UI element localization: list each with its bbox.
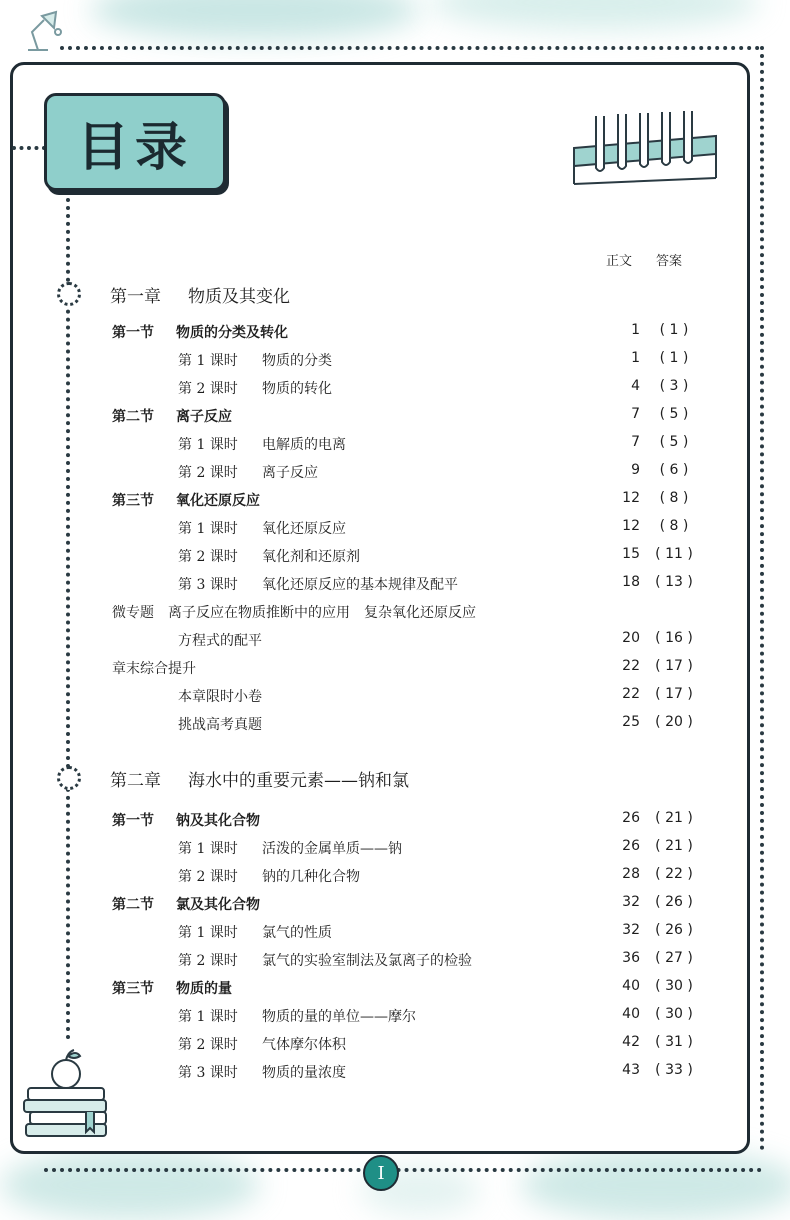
lesson-name: 离子反应 xyxy=(262,465,318,481)
answer-page: ( 8 ) xyxy=(659,490,689,506)
page-number: 22 xyxy=(622,686,640,702)
page-number: 36 xyxy=(622,950,640,966)
page-number: 1 xyxy=(631,322,640,338)
exam-title: 挑战高考真题 xyxy=(178,717,262,733)
lesson-name: 钠的几种化合物 xyxy=(262,869,360,885)
lesson-label: 第 1 课时 xyxy=(178,437,238,453)
lesson-label: 第 3 课时 xyxy=(178,577,238,593)
answer-page: ( 30 ) xyxy=(655,978,693,994)
dotted-connector xyxy=(12,146,46,150)
section-label: 第二节 xyxy=(112,409,154,425)
section-label: 第一节 xyxy=(112,813,154,829)
answer-page: ( 1 ) xyxy=(659,322,689,338)
section-label: 第三节 xyxy=(112,981,154,997)
page-number: 9 xyxy=(631,462,640,478)
lesson-label: 第 2 课时 xyxy=(178,1037,238,1053)
toc-exam-row[interactable] xyxy=(0,714,790,738)
lesson-name: 氯气的实验室制法及氯离子的检验 xyxy=(262,953,472,969)
lesson-name: 活泼的金属单质——钠 xyxy=(262,841,402,857)
answer-page: ( 1 ) xyxy=(659,350,689,366)
page-number: 43 xyxy=(622,1062,640,1078)
decorative-wash xyxy=(90,0,420,40)
answer-page: ( 17 ) xyxy=(655,658,693,674)
chapter-number: 第二章 xyxy=(110,771,161,791)
answer-page: ( 30 ) xyxy=(655,1006,693,1022)
chapter-marker xyxy=(57,766,81,790)
lesson-name: 物质的量浓度 xyxy=(262,1065,346,1081)
answer-page: ( 17 ) xyxy=(655,686,693,702)
decorative-wash xyxy=(520,1150,790,1220)
test-tube-rack-icon xyxy=(566,108,726,194)
special-topic-title-cont: 方程式的配平 xyxy=(178,633,262,649)
section-name: 离子反应 xyxy=(176,409,232,425)
page-number: 26 xyxy=(622,810,640,826)
lesson-label: 第 1 课时 xyxy=(178,841,238,857)
lesson-label: 第 2 课时 xyxy=(178,869,238,885)
toc-lesson-row[interactable] xyxy=(0,574,790,598)
toc-lesson-row[interactable] xyxy=(0,546,790,570)
page-number: 32 xyxy=(622,922,640,938)
chapter-name: 物质及其变化 xyxy=(188,287,290,307)
review-title: 章末综合提升 xyxy=(112,661,196,677)
toc-section-row[interactable] xyxy=(0,894,790,918)
toc-lesson-row[interactable] xyxy=(0,518,790,542)
toc-section-row[interactable] xyxy=(0,490,790,514)
toc-section-row[interactable] xyxy=(0,322,790,346)
section-label: 第二节 xyxy=(112,897,154,913)
page-number: 22 xyxy=(622,658,640,674)
toc-lesson-row[interactable] xyxy=(0,1062,790,1086)
page-number: 4 xyxy=(631,378,640,394)
chapter-number: 第一章 xyxy=(110,287,161,307)
page-title: 目录 xyxy=(76,117,193,178)
answer-page: ( 16 ) xyxy=(655,630,693,646)
page-number: 32 xyxy=(622,894,640,910)
answer-page: ( 21 ) xyxy=(655,810,693,826)
answer-page: ( 21 ) xyxy=(655,838,693,854)
lesson-name: 氯气的性质 xyxy=(262,925,332,941)
section-label: 第三节 xyxy=(112,493,154,509)
chapter-marker xyxy=(57,282,81,306)
column-header-body: 正文 xyxy=(606,254,633,269)
answer-page: ( 26 ) xyxy=(655,922,693,938)
section-label: 第一节 xyxy=(112,325,154,341)
page-number: 15 xyxy=(622,546,640,562)
column-header-answer: 答案 xyxy=(656,254,683,269)
dotted-border-bottom xyxy=(44,1168,762,1172)
chapter-heading xyxy=(110,766,409,791)
answer-page: ( 6 ) xyxy=(659,462,689,478)
lesson-name: 电解质的电离 xyxy=(262,437,346,453)
lesson-label: 第 2 课时 xyxy=(178,549,238,565)
title-box xyxy=(44,93,226,191)
dotted-border-top xyxy=(60,46,760,50)
page-number: 7 xyxy=(631,406,640,422)
chapter-heading xyxy=(110,282,290,307)
toc-lesson-row[interactable] xyxy=(0,434,790,458)
lesson-name: 物质的量的单位——摩尔 xyxy=(262,1009,416,1025)
lesson-label: 第 1 课时 xyxy=(178,1009,238,1025)
toc-section-row[interactable] xyxy=(0,978,790,1002)
toc-lesson-row[interactable] xyxy=(0,1006,790,1030)
answer-page: ( 5 ) xyxy=(659,406,689,422)
page-number: 40 xyxy=(622,978,640,994)
toc-quiz-row[interactable] xyxy=(0,686,790,710)
special-topic-title: 微专题 离子反应在物质推断中的应用 复杂氧化还原反应 xyxy=(112,605,476,621)
answer-page: ( 33 ) xyxy=(655,1062,693,1078)
toc-lesson-row[interactable] xyxy=(0,1034,790,1058)
toc-lesson-row[interactable] xyxy=(0,866,790,890)
decorative-wash xyxy=(430,0,760,30)
answer-page: ( 8 ) xyxy=(659,518,689,534)
toc-lesson-row[interactable] xyxy=(0,462,790,486)
lesson-label: 第 2 课时 xyxy=(178,465,238,481)
page-number: 7 xyxy=(631,434,640,450)
section-name: 氯及其化合物 xyxy=(176,897,260,913)
toc-lesson-row[interactable] xyxy=(0,838,790,862)
quiz-title: 本章限时小卷 xyxy=(178,689,262,705)
lesson-name: 气体摩尔体积 xyxy=(262,1037,346,1053)
page-number: 42 xyxy=(622,1034,640,1050)
toc-lesson-row[interactable] xyxy=(0,378,790,402)
toc-lesson-row[interactable] xyxy=(0,922,790,946)
decorative-wash xyxy=(0,1150,260,1220)
toc-lesson-row[interactable] xyxy=(0,950,790,974)
answer-page: ( 11 ) xyxy=(655,546,693,562)
lesson-name: 物质的分类 xyxy=(262,353,332,369)
page-number-badge xyxy=(363,1155,399,1191)
page-number: 12 xyxy=(622,490,640,506)
answer-page: ( 26 ) xyxy=(655,894,693,910)
toc-special-topic-row[interactable] xyxy=(0,602,790,626)
answer-page: ( 20 ) xyxy=(655,714,693,730)
lesson-name: 氧化还原反应 xyxy=(262,521,346,537)
lesson-label: 第 2 课时 xyxy=(178,953,238,969)
answer-page: ( 22 ) xyxy=(655,866,693,882)
page-number: 28 xyxy=(622,866,640,882)
page-number: 25 xyxy=(622,714,640,730)
answer-page: ( 5 ) xyxy=(659,434,689,450)
lesson-name: 氧化还原反应的基本规律及配平 xyxy=(262,577,458,593)
lesson-name: 氧化剂和还原剂 xyxy=(262,549,360,565)
lesson-label: 第 1 课时 xyxy=(178,925,238,941)
section-name: 物质的量 xyxy=(176,981,232,997)
lesson-name: 物质的转化 xyxy=(262,381,332,397)
toc-review-row[interactable] xyxy=(0,658,790,682)
lesson-label: 第 3 课时 xyxy=(178,1065,238,1081)
section-name: 氧化还原反应 xyxy=(176,493,260,509)
apple-books-icon xyxy=(22,1042,114,1142)
toc-section-row[interactable] xyxy=(0,810,790,834)
chapter-name: 海水中的重要元素——钠和氯 xyxy=(188,771,409,791)
page-number: 26 xyxy=(622,838,640,854)
answer-page: ( 27 ) xyxy=(655,950,693,966)
section-name: 钠及其化合物 xyxy=(176,813,260,829)
lesson-label: 第 1 课时 xyxy=(178,521,238,537)
page-number: 40 xyxy=(622,1006,640,1022)
toc-section-row[interactable] xyxy=(0,406,790,430)
page-number: 18 xyxy=(622,574,640,590)
answer-page: ( 3 ) xyxy=(659,378,689,394)
page-number: 1 xyxy=(631,350,640,366)
toc-special-topic-row-cont[interactable] xyxy=(0,630,790,654)
answer-page: ( 31 ) xyxy=(655,1034,693,1050)
lesson-label: 第 1 课时 xyxy=(178,353,238,369)
answer-page: ( 13 ) xyxy=(655,574,693,590)
page-number: 20 xyxy=(622,630,640,646)
lesson-label: 第 2 课时 xyxy=(178,381,238,397)
toc-lesson-row[interactable] xyxy=(0,350,790,374)
page-number: 12 xyxy=(622,518,640,534)
section-name: 物质的分类及转化 xyxy=(176,325,288,341)
page-number-text: I xyxy=(377,1162,385,1184)
